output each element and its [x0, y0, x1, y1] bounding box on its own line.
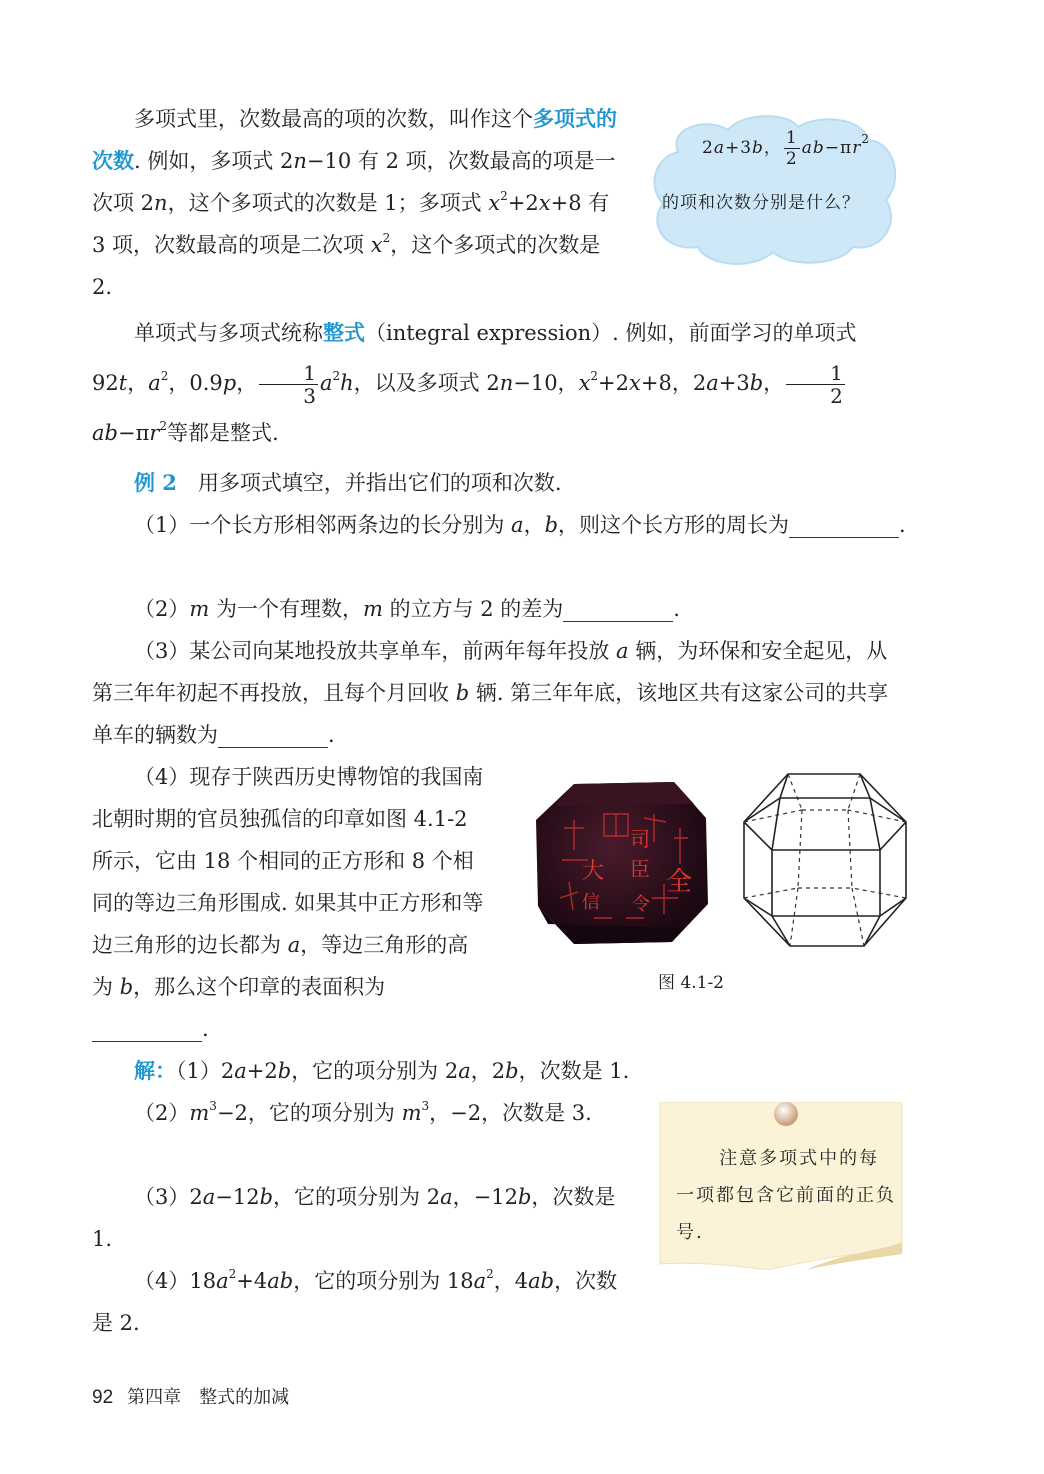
cloud-question-expr: 2a+3b， $\frac{1}{2}$ $ab-\pi r^2$ [702, 128, 870, 169]
seal-char-5: 臣 [630, 857, 650, 881]
paragraph-integral-expression: 单项式与多项式统称整式（integral expression）. 例如，前面学习的单项式 92t，$a^2$，0.9p， $\frac{1}{3}$ $a^2h$，以及多项式 2n−10，$x^2+2x+8$，2a+3b， $\frac{1}{2}$ $ab-\pi r^2$等都是整式. [92, 320, 857, 445]
term-polynomial-degree: 多项式的次数 [92, 106, 617, 173]
solution-3: （3）2a−12b，它的项分别为 2a，−12b，次数是 1. [92, 1185, 616, 1251]
example-label: 例 2 [134, 470, 177, 495]
answer-blank[interactable] [789, 513, 899, 538]
term-integral-expression: 整式 [323, 320, 365, 345]
solution-2: $(2)m^3-2$，它的项分别为 $m^3$，−2，次数是 3. [134, 1099, 592, 1125]
example-intro: 例 2 用多项式填空，并指出它们的项和次数. [134, 470, 562, 495]
page-footer [92, 1383, 289, 1409]
seal-char-6: 令 [632, 894, 650, 915]
example-question-4: （4）现存于陕西历史博物馆的我国南北朝时期的官员独孤信的印章如图 4.1-2 所示，它由 18 个相同的正方形和 8 个相同的等边三角形围成. 如果其中正方形和等边三角形的边长都为 a，等边三角形的高为 b，那么这个印章的表面积为. [92, 765, 484, 1041]
solution-label: 解： [134, 1058, 176, 1083]
answer-blank[interactable] [218, 723, 328, 748]
example-question-1: （1）一个长方形相邻两条边的长分别为 a，b，则这个长方形的周长为 . [134, 513, 906, 537]
polyhedron-diagram [740, 770, 912, 970]
pin-icon [774, 1102, 798, 1126]
solution-1: 解：（1）2a+2b，它的项分别为 2a，2b，次数是 1. [134, 1058, 630, 1083]
answer-blank[interactable] [92, 1017, 202, 1042]
answer-blank[interactable] [563, 597, 673, 622]
example-question-2: （2）m 为一个有理数，m 的立方与 2 的差为 . [134, 597, 680, 621]
example-question-3: （3）某公司向某地投放共享单车，前两年每年投放 a 辆，为环保和安全起见，从第三年年初起不再投放，且每个月回收 b 辆. 第三年年底，该地区共有这家公司的共享单车的辆数为 . [92, 639, 889, 747]
solution-4: $(4)18a^2+4ab$，它的项分别为 $18a^2$，4ab，次数是 2. [92, 1267, 618, 1335]
seal-photo [534, 778, 710, 946]
seal-char-1: 大 [582, 859, 605, 884]
page-number: 92 [92, 1387, 114, 1408]
paragraph-polynomial-degree: 多项式里，次数最高的项的次数，叫作这个多项式的次数. 例如，多项式 2n−10 有 2 项，次数最高的项是一次项 2n，这个多项式的次数是 1；多项式 $x^2+2x+8$ 有 3 项，次数最高的项是二次项 $x^2$，这个多项式的次数是 2. [92, 106, 617, 299]
seal-char-2: 司 [630, 827, 650, 851]
note-text: 注意多项式中的每一项都包含它前面的正负号. [676, 1148, 896, 1243]
chapter-title: 第四章 整式的加减 [127, 1387, 290, 1408]
seal-char-3: 信 [582, 892, 600, 913]
figure-caption: 图 4.1-2 [658, 973, 724, 993]
seal-char-4: 全 [666, 867, 693, 897]
cloud-question-text: 的项和次数分别是什么？ [662, 193, 860, 213]
